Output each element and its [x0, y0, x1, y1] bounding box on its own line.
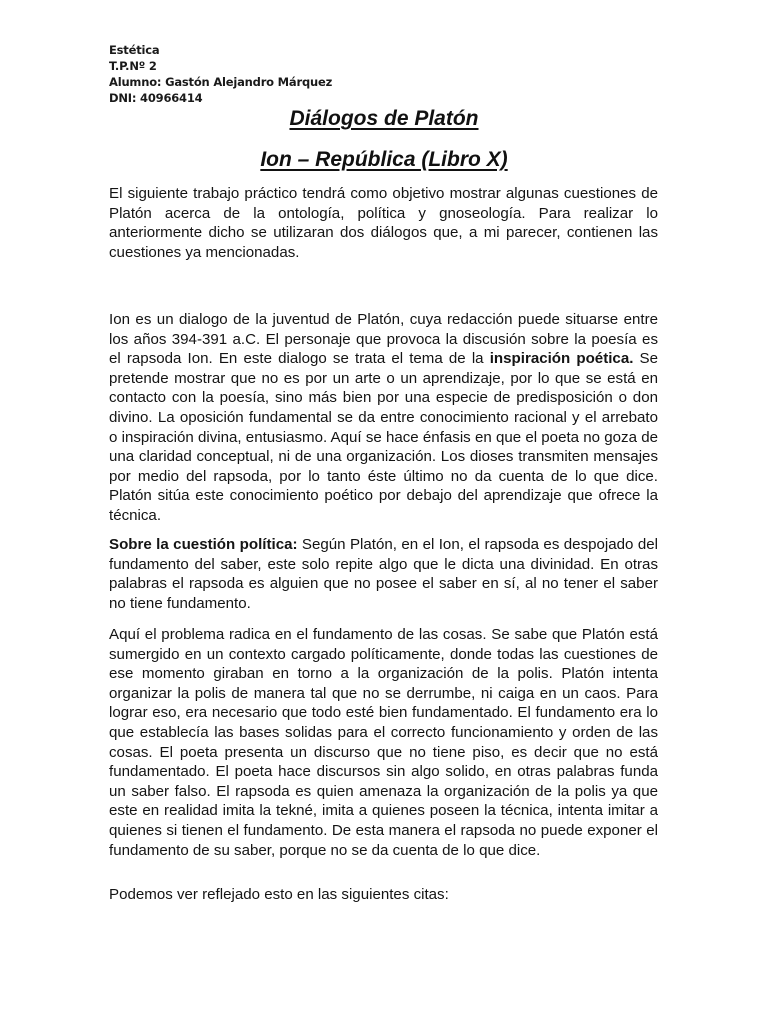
paragraph-ion: [109, 310, 658, 526]
paragraph-politica: [109, 535, 658, 613]
paragraph-politica-text: Según Platón, en el Ion, el rapsoda es despojado del fundamento del saber, este solo repite algo que le dicta una divinidad. En otras palabras el rapsoda es alguien que no posee el saber en sí, al no tener el saber no tiene fundamento.: [109, 536, 658, 612]
student-line: Alumno: Gastón Alejandro Márquez: [109, 75, 333, 89]
subject-line: Estética: [109, 43, 160, 57]
paragraph-politica-heading: Sobre la cuestión política:: [109, 536, 298, 553]
assignment-line: T.P.Nº 2: [109, 59, 157, 73]
document-header: [109, 42, 332, 106]
paragraph-ion-text-a: Ion es un dialogo de la juventud de Platón, cuya redacción puede situarse entre los años 394-391 a.C. El personaje que provoca la discusión sobre la poesía es el rapsoda Ion. En este dialogo se trata el tema de la: [109, 311, 658, 368]
paragraph-ion-text-b: Se pretende mostrar que no es por un arte o un aprendizaje, por lo que se está en contacto con la poesía, sino más bien por una especie de predisposición o don divino. La oposición fundamental se da entre conocimiento racional y el arrebato o inspiración divina, entusiasmo. Aquí se hace énfasis en que el poeta no goza de una claridad conceptual, ni de una organización. Los dioses transmiten mensajes por medio del rapsoda, por lo tanto éste último no da cuenta de lo que dice. Platón sitúa este conocimiento poético por debajo del aprendizaje que ofrece la técnica.: [109, 350, 659, 524]
paragraph-ion-bold: inspiración poética.: [489, 350, 634, 368]
paragraph-citas: Podemos ver reflejado esto en las siguientes citas:: [109, 886, 449, 903]
document-subtitle: Ion – República (Libro X): [260, 148, 508, 171]
dni-line: DNI: 40966414: [109, 91, 203, 105]
paragraph-intro: El siguiente trabajo práctico tendrá como objetivo mostrar algunas cuestiones de Platón acerca de la ontología, política y gnoseología. Para realizar lo anteriormente dicho se utilizaran dos diálogos que, a mi parecer, contienen las cuestiones ya mencionadas.: [109, 185, 658, 261]
document-title: Diálogos de Platón: [289, 107, 479, 130]
paragraph-problema: Aquí el problema radica en el fundamento de las cosas. Se sabe que Platón está sumergido en un contexto cargado políticamente, donde todas las cuestiones de ese momento giraban en torno a la organización de la polis. Platón intenta organizar la polis de manera tal que no se derrumbe, ni caiga en un caos. Para lograr eso, era necesario que todo esté bien fundamentado. El fundamento era lo que establecía las bases solidas para el correcto funcionamiento y orden de las cosas. El poeta presenta un discurso que no tiene piso, es decir que no está fundamentado. El poeta hace discursos sin algo solido, en otras palabras funda un saber falso. El rapsoda es quien amenaza la organización de la polis ya que este en realidad imita la tekné, imita a quienes poseen la técnica, intenta imitar a quienes si tienen el fundamento. De esta manera el rapsoda no puede exponer el fundamento de su saber, porque no se da cuenta de lo que dice.: [109, 626, 658, 859]
